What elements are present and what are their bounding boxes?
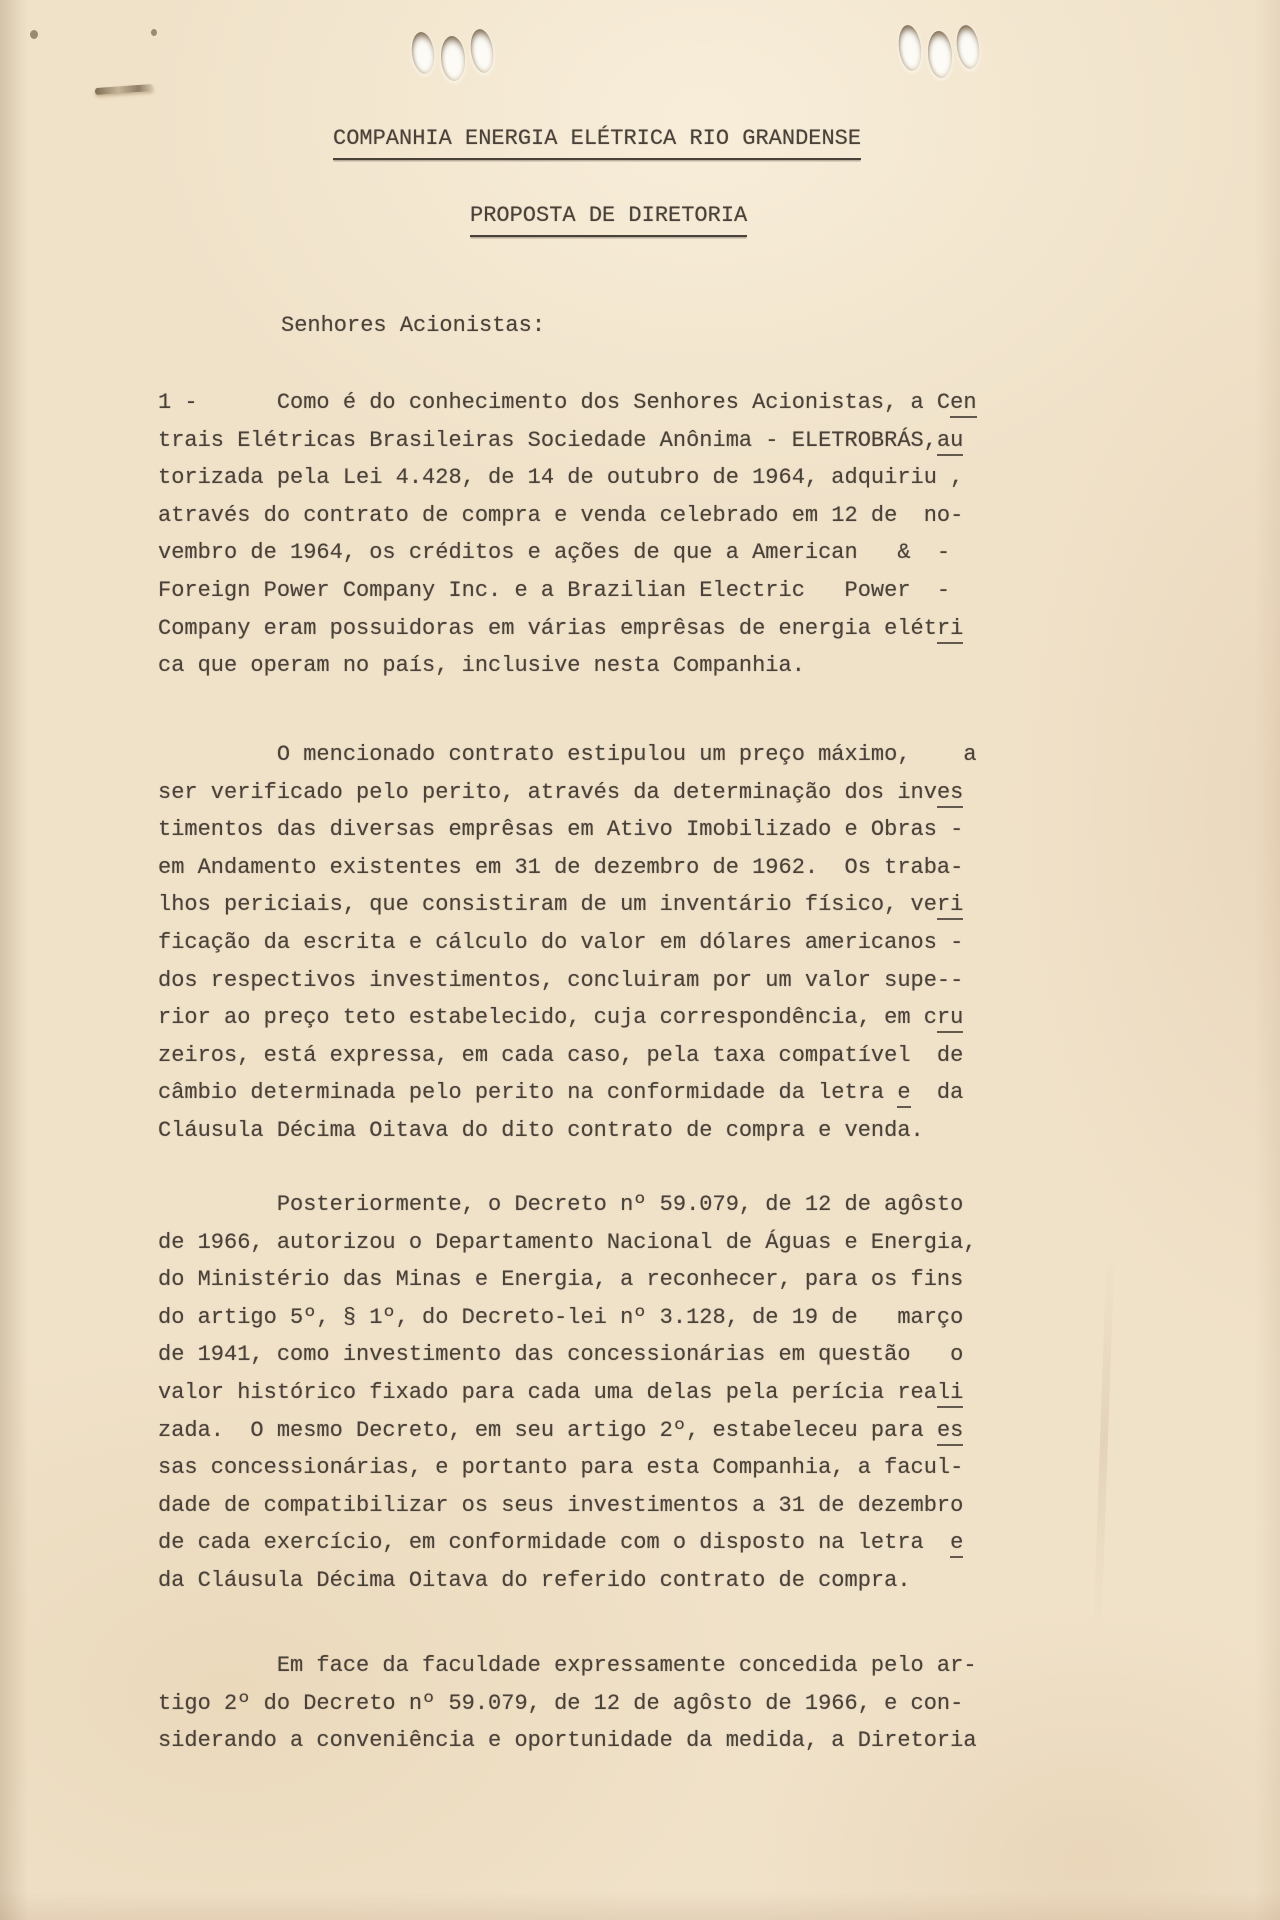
text-line: em Andamento existentes em 31 de dezembro de 1962. Os traba- [158, 854, 964, 880]
text-line: do Ministério das Minas e Energia, a reconhecer, para os fins [158, 1267, 964, 1293]
punch-hole [954, 24, 982, 71]
punch-hole [410, 31, 437, 75]
text-line: 1 - Como é do conhecimento dos Senhores Acionistas, a Cen [158, 384, 1018, 422]
punch-hole [896, 24, 923, 72]
text-line: O mencionado contrato estipulou um preço máximo, a [158, 742, 977, 767]
text-line: ficação da escrita e cálculo do valor em dólares americanos - [158, 929, 964, 955]
text-line: dade de compatibilizar os seus investimentos a 31 de dezembro [158, 1492, 964, 1518]
text-line: torizada pela Lei 4.428, de 14 de outubro de 1964, adquiriu , [158, 465, 964, 491]
text-line: da Cláusula Décima Oitava do referido contrato de compra. [158, 1567, 911, 1593]
salutation: Senhores Acionistas: [281, 313, 546, 338]
text-line: câmbio determinada pelo perito na conformidade da letra e da [158, 1074, 1018, 1112]
text-line: ca que operam no país, inclusive nesta Companhia. [158, 653, 805, 679]
document-subtitle: PROPOSTA DE DIRETORIA [470, 201, 747, 237]
text-line: sas concessionárias, e portanto para esta Companhia, a facul- [158, 1455, 964, 1481]
staple-mark [95, 84, 153, 95]
text-line: tigo 2º do Decreto nº 59.079, de 12 de agôsto de 1966, e con- [158, 1690, 964, 1716]
text-line: dos respectivos investimentos, concluiram por um valor supe-- [158, 967, 964, 993]
document-title: COMPANHIA ENERGIA ELÉTRICA RIO GRANDENSE [333, 124, 861, 160]
text-line: siderando a conveniência e oportunidade da medida, a Diretoria [158, 1728, 977, 1754]
scan-speck [151, 29, 157, 36]
text-line: do artigo 5º, § 1º, do Decreto-lei nº 3.128, de 19 de março [158, 1304, 964, 1330]
text-line: de 1941, como investimento das concessionárias em questão o [158, 1342, 964, 1368]
text-line: vembro de 1964, os créditos e ações de que a American & - [158, 540, 951, 566]
text-line: ser verificado pelo perito, através da determinação dos inves [158, 774, 1018, 812]
text-line: de 1966, autorizou o Departamento Nacional de Águas e Energia, [158, 1229, 977, 1255]
text-line: Posteriormente, o Decreto nº 59.079, de 12 de agôsto [158, 1192, 964, 1217]
text-line: Em face da faculdade expressamente concedida pelo ar- [158, 1653, 977, 1678]
punch-hole [439, 35, 466, 82]
text-line: timentos das diversas emprêsas em Ativo Imobilizado e Obras - [158, 817, 964, 843]
paragraph-4 [158, 1647, 1018, 1760]
paragraph-1 [158, 384, 1018, 685]
text-line: trais Elétricas Brasileiras Sociedade Anônima - ELETROBRÁS,au [158, 422, 1018, 460]
text-line: Cláusula Décima Oitava do dito contrato de compra e venda. [158, 1117, 924, 1143]
scan-speck [30, 30, 38, 39]
text-line: zada. O mesmo Decreto, em seu artigo 2º, estabeleceu para es [158, 1412, 1018, 1450]
text-line: zeiros, está expressa, em cada caso, pela taxa compatível de [158, 1042, 964, 1068]
text-line: através do contrato de compra e venda celebrado em 12 de no- [158, 502, 964, 528]
text-line: lhos periciais, que consistiram de um inventário físico, veri [158, 886, 1018, 924]
punch-hole [468, 28, 496, 75]
text-line: de cada exercício, em conformidade com o disposto na letra e [158, 1524, 1018, 1562]
paragraph-2 [158, 736, 1018, 1150]
text-line: Company eram possuidoras em várias emprêsas de energia elétri [158, 610, 1018, 648]
text-line: rior ao preço teto estabelecido, cuja correspondência, em cru [158, 999, 1018, 1037]
text-line: Foreign Power Company Inc. e a Brazilian Electric Power - [158, 577, 951, 603]
paper-crease [1093, 1250, 1114, 1630]
punch-hole [926, 30, 953, 79]
paragraph-3 [158, 1186, 1018, 1600]
text-line: valor histórico fixado para cada uma delas pela perícia reali [158, 1374, 1018, 1412]
